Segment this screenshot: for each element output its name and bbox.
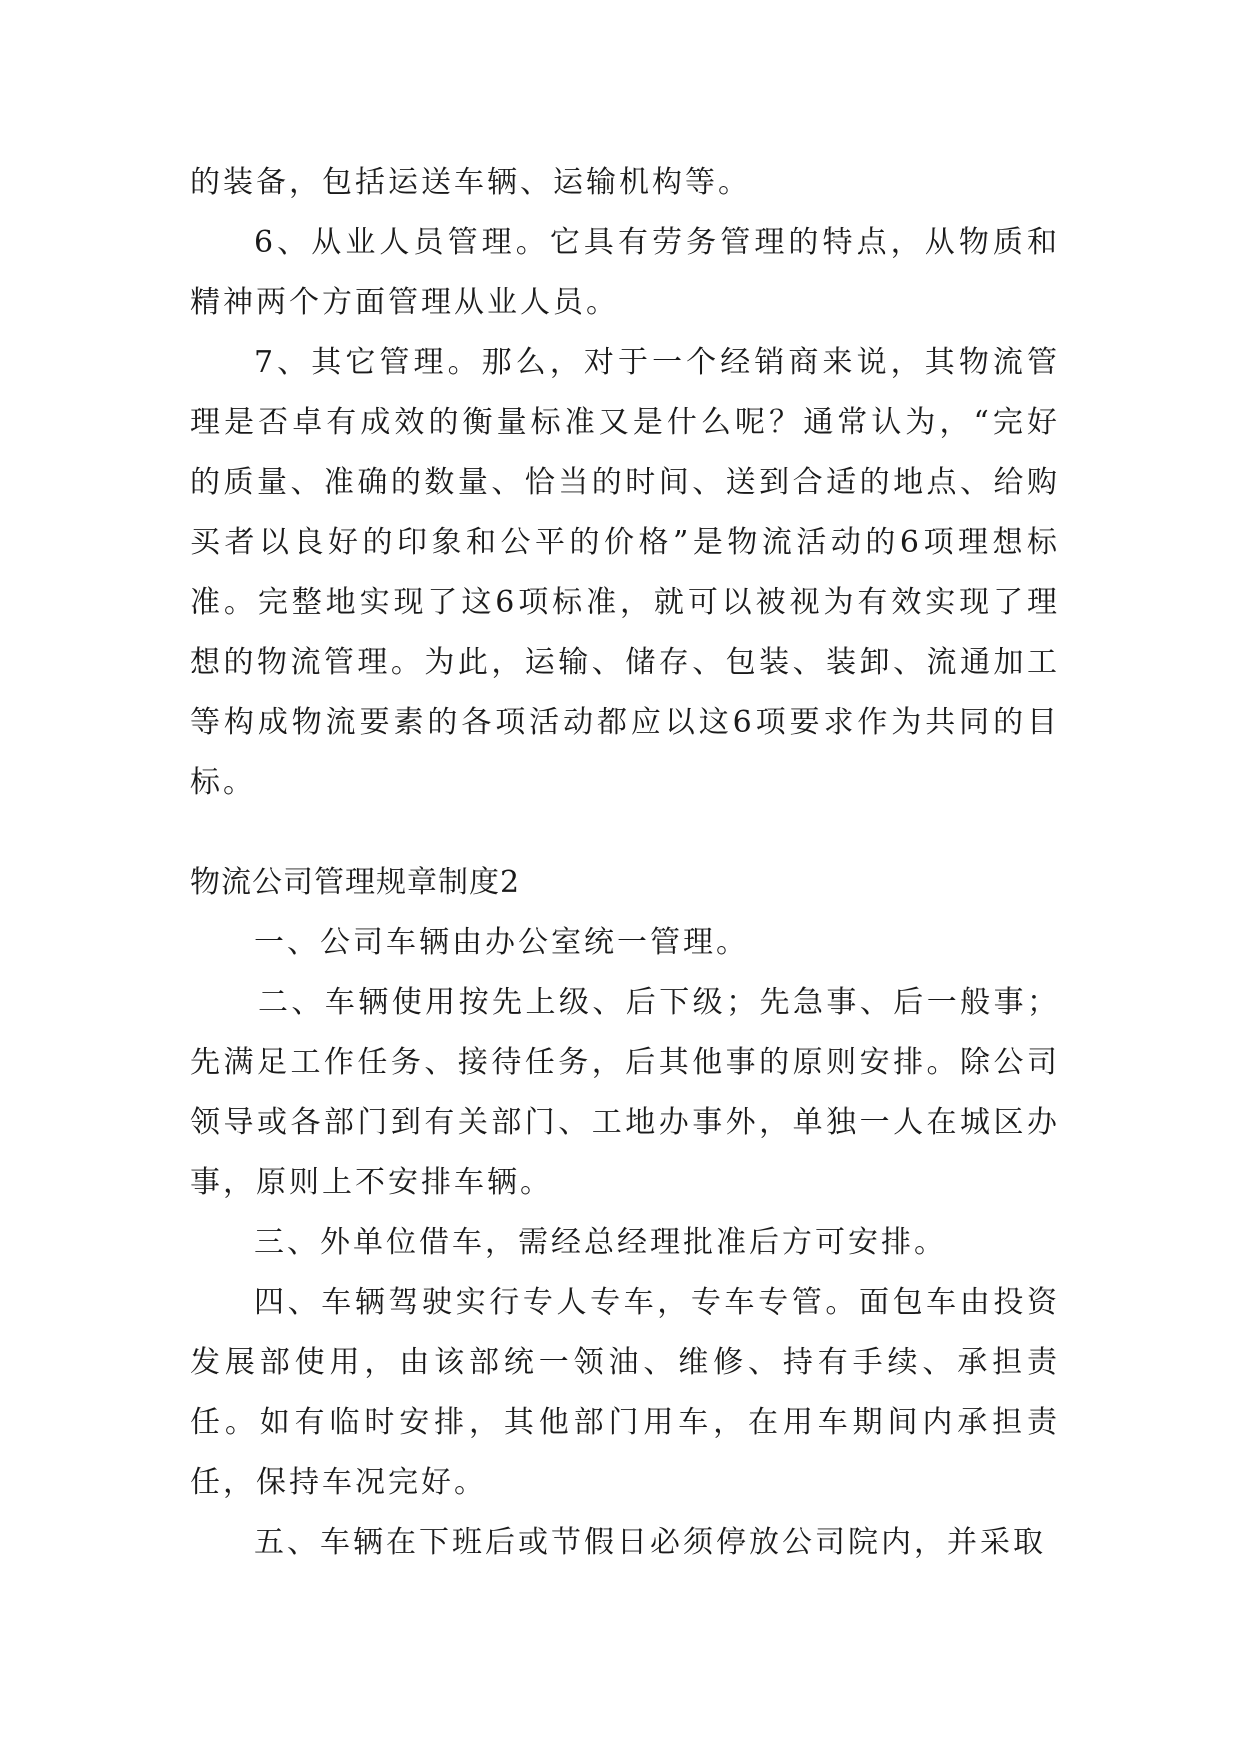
- paragraph-item-7: 7、其它管理。那么，对于一个经销商来说，其物流管理是否卓有成效的衡量标准又是什么呢？通常认为，“完好的质量、准确的数量、恰当的时间、送到合适的地点、给购买者以良好的印象和公平的价格”是物流活动的6项理想标准。完整地实现了这6项标准，就可以被视为有效实现了理想的物流管理。为此，运输、储存、包装、装卸、流通加工等构成物流要素的各项活动都应以这6项要求作为共同的目标。: [190, 345, 1060, 800]
- rule-3: 三、外单位借车，需经总经理批准后方可安排。: [254, 1225, 947, 1260]
- rule-1: 一、公司车辆由办公室统一管理。: [254, 925, 749, 960]
- rule-2: 二、车辆使用按先上级、后下级；先急事、后一般事；先满足工作任务、接待任务，后其他事的原则安排。除公司领导或各部门到有关部门、工地办事外，单独一人在城区办事，原则上不安排车辆。: [190, 985, 1060, 1200]
- paragraph-continuation: 的装备，包括运送车辆、运输机构等。: [190, 165, 751, 200]
- section-2-body: [190, 913, 1060, 1573]
- rule-4: 四、车辆驾驶实行专人专车，专车专管。面包车由投资发展部使用，由该部统一领油、维修、持有手续、承担责任。如有临时安排，其他部门用车，在用车期间内承担责任，保持车况完好。: [190, 1285, 1060, 1500]
- paragraph-item-6: 6、从业人员管理。它具有劳务管理的特点，从物质和精神两个方面管理从业人员。: [190, 225, 1060, 320]
- section-2-title: 物流公司管理规章制度2: [190, 865, 521, 900]
- section-1-body: [190, 153, 1060, 813]
- rule-5: 五、车辆在下班后或节假日必须停放公司院内，并采取: [254, 1525, 1046, 1560]
